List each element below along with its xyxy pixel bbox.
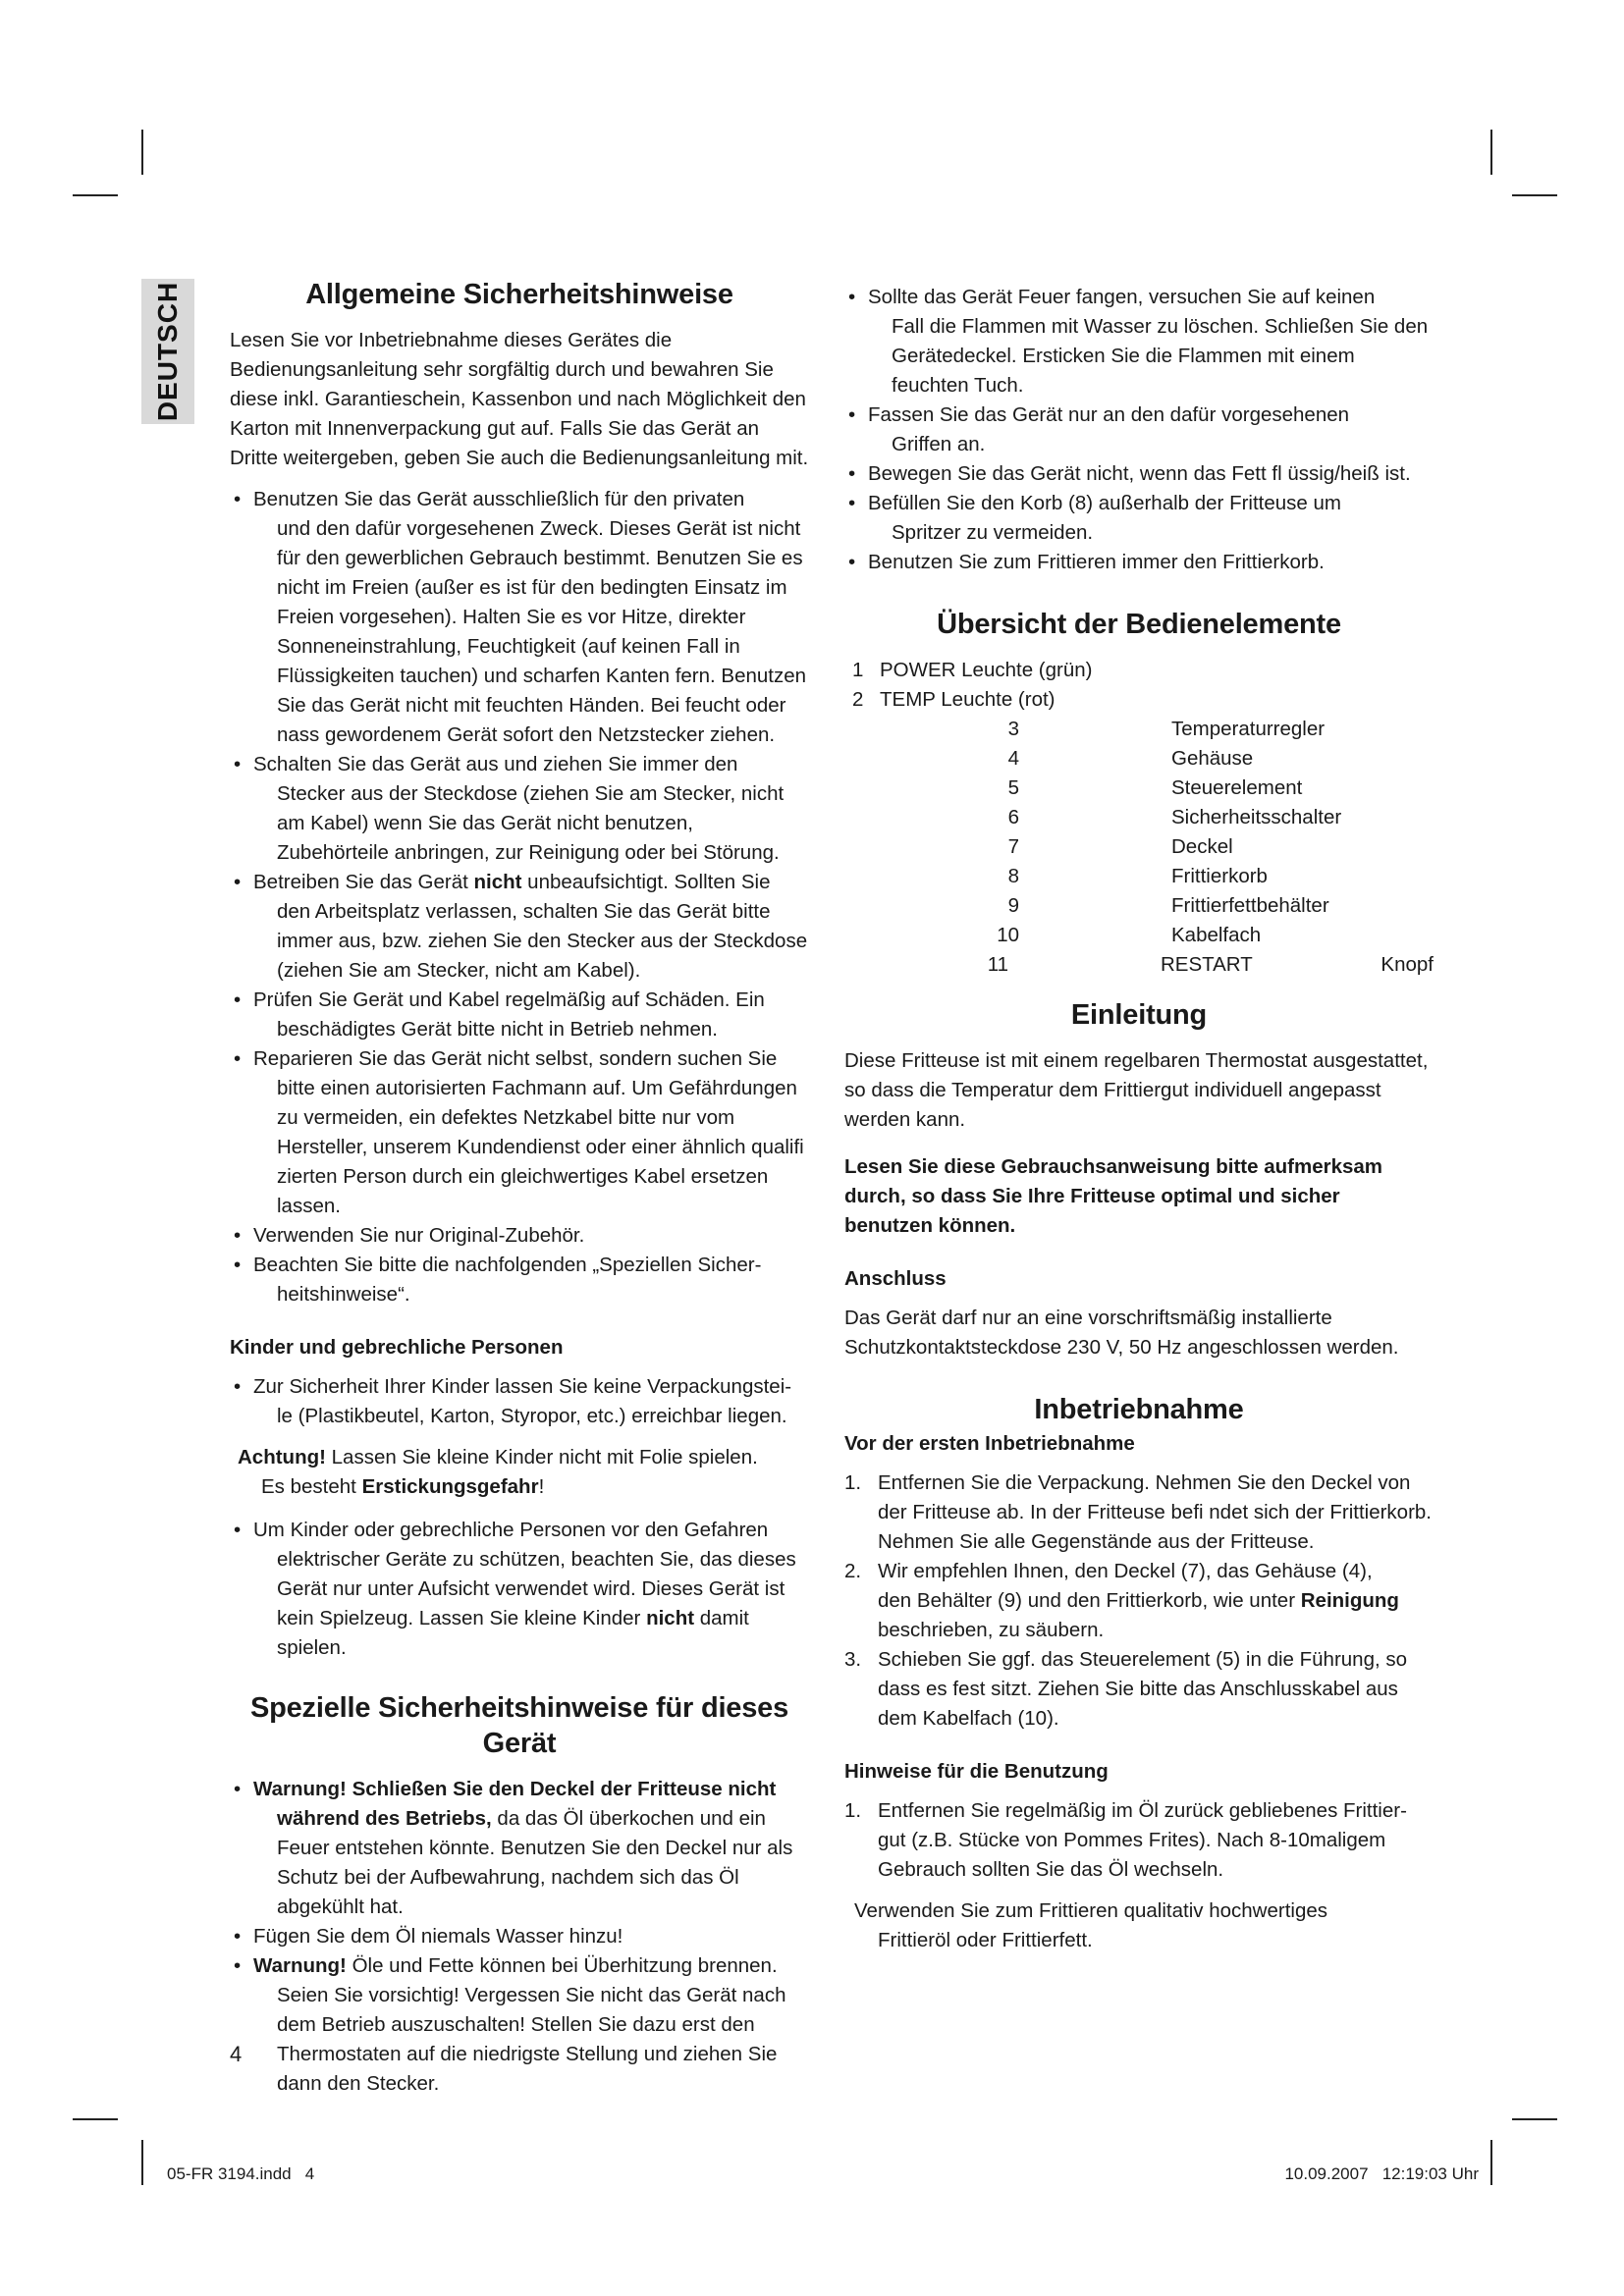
list-item: 11 RESTART Knopf [987, 953, 1434, 976]
general-safety-intro: Lesen Sie vor Inbetriebnahme dieses Gerätes die Bedienungsanleitung sehr sorgfältig durch und bewahren Sie diese inkl. Garantieschein, Kassenbon und nach Möglichkeit den Karton mit Innenverpackung gut auf. Falls Sie das Gerät an Dritte weitergeben, geben Sie auch die Bedienungsanleitung mit. [230, 329, 809, 469]
left-column [230, 277, 809, 2109]
list-item: • Beachten Sie bitte die nachfolgenden „Speziellen Sicher- heitshinweise“. [230, 1251, 809, 1309]
list-item: • Warnung! Schließen Sie den Deckel der Fritteuse nicht während des Betriebs, da das Öl überkochen und ein Feuer entstehen könnte. Benutzen Sie den Deckel nur als Schutz bei der Aufbewahrung, nachdem sich das Öl abgekühlt hat. [230, 1775, 809, 1922]
list-item: 1. Entfernen Sie die Verpackung. Nehmen Sie den Deckel von der Fritteuse ab. In der Fritteuse befi ndet sich der Frittierkorb. Nehmen Sie alle Gegenstände aus der Fritteuse. [844, 1471, 1432, 1553]
first-use-steps [844, 1468, 1434, 1734]
list-item: 1. Entfernen Sie regelmäßig im Öl zurück gebliebenes Frittier- gut (z.B. Stücke von Pommes Frites). Nach 8-10maligem Gebrauch sollten Sie das Öl wechseln. [844, 1799, 1407, 1881]
list-item: 7 Deckel [1007, 835, 1233, 858]
introduction-text: Diese Fritteuse ist mit einem regelbaren Thermostat ausgestattet, so dass die Temperatur dem Frittiergut individuell angepasst werden kann. [844, 1049, 1429, 1131]
startup-title: Inbetriebnahme [1034, 1394, 1244, 1425]
list-item: • Um Kinder oder gebrechliche Personen vor den Gefahren elektrischer Geräte zu schützen, beachten Sie, das dieses Gerät nur unter Aufsicht verwendet wird. Dieses Gerät ist kein Spielzeug. Lassen Sie kleine Kinder nicht damit spielen. [230, 1516, 809, 1663]
list-item: 3. Schieben Sie ggf. das Steuerelement (5) in die Führung, so dass es fest sitzt. Ziehen Sie bitte das Anschlusskabel aus dem Kabelfach (10). [844, 1648, 1408, 1730]
overview-list [852, 656, 1434, 980]
footer-timestamp: 10.09.2007 12:19:03 Uhr [1284, 2164, 1479, 2183]
list-item: • Warnung! Öle und Fette können bei Überhitzung brennen. Seien Sie vorsichtig! Vergessen Sie nicht das Gerät nach dem Betrieb auszuschalten! Stellen Sie dazu erst den Thermostaten auf die niedrigste Stellung und ziehen Sie dann den Stecker. [230, 1951, 809, 2099]
list-item: • Schalten Sie das Gerät aus und ziehen Sie immer den Stecker aus der Steckdose (ziehen Sie am Stecker, nicht am Kabel) wenn Sie das Gerät nicht benutzen, Zubehörteile anbringen, zur Reinigung oder bei Störung. [230, 750, 809, 868]
introduction-notice: Lesen Sie diese Gebrauchsanweisung bitte aufmerksam durch, so dass Sie Ihre Fritteuse optimal und sicher benutzen können. [844, 1155, 1383, 1237]
list-item: 4 Gehäuse [1007, 747, 1254, 770]
crop-mark [141, 2140, 143, 2185]
crop-mark [73, 2118, 118, 2120]
usage-steps [844, 1796, 1434, 1885]
general-safety-title: Allgemeine Sicherheitshinweise [305, 279, 733, 310]
overview-title: Übersicht der Bedienelemente [937, 609, 1341, 640]
list-item: • Sollte das Gerät Feuer fangen, versuchen Sie auf keinen Fall die Flammen mit Wasser zu löschen. Schließen Sie den Gerätedeckel. Ersticken Sie die Flammen mit einem feuchten Tuch. [844, 283, 1434, 400]
list-item: 1 POWER Leuchte (grün) [852, 659, 1093, 681]
children-title: Kinder und gebrechliche Personen [230, 1336, 564, 1359]
language-tab [141, 279, 194, 424]
list-item: • Fassen Sie das Gerät nur an den dafür vorgesehenen Griffen an. [844, 400, 1434, 459]
crop-mark [141, 130, 143, 175]
list-item: • Zur Sicherheit Ihrer Kinder lassen Sie keine Verpackungstei- le (Plastikbeutel, Karton, Styropor, etc.) erreichbar liegen. [230, 1372, 809, 1431]
list-item: • Prüfen Sie Gerät und Kabel regelmäßig auf Schäden. Ein beschädigtes Gerät bitte nicht in Betrieb nehmen. [230, 986, 809, 1044]
footer-filename: 05-FR 3194.indd 4 [167, 2164, 315, 2183]
usage-title: Hinweise für die Benutzung [844, 1760, 1109, 1783]
usage-note: Verwenden Sie zum Frittieren qualitativ hochwertiges Frittieröl oder Frittierfett. [854, 1899, 1327, 1951]
list-item: 9 Frittierfettbehälter [1007, 894, 1329, 917]
general-safety-list [230, 485, 809, 1309]
list-item: • Fügen Sie dem Öl niemals Wasser hinzu! [230, 1922, 809, 1951]
list-item: • Benutzen Sie das Gerät ausschließlich für den privaten und den dafür vorgesehenen Zweck. Dieses Gerät ist nicht für den gewerblichen Gebrauch bestimmt. Benutzen Sie es nicht im Freien (außer es ist für den bedingten Einsatz im Freien vorgesehen). Halten Sie es vor Hitze, direkter Sonneneinstrahlung, Feuchtigkeit (auf keinen Fall in Flüssigkeiten tauchen) und scharfen Kanten fern. Benutzen Sie das Gerät nicht mit feuchten Händen. Bei feucht oder nass gewordenem Gerät sofort den Netzstecker ziehen. [230, 485, 809, 750]
overview-grid [852, 715, 1434, 980]
list-item: 6 Sicherheitsschalter [1007, 806, 1342, 828]
list-item: 3 Temperaturregler [1007, 718, 1326, 740]
connection-title: Anschluss [844, 1267, 947, 1290]
list-item: • Befüllen Sie den Korb (8) außerhalb der Fritteuse um Spritzer zu vermeiden. [844, 489, 1434, 548]
crop-mark [1490, 130, 1492, 175]
children-list [230, 1372, 809, 1431]
list-item: • Reparieren Sie das Gerät nicht selbst, sondern suchen Sie bitte einen autorisierten Fachmann auf. Um Gefährdungen zu vermeiden, ein defektes Netzkabel bitte nur vom Hersteller, unserem Kundendienst oder einer ähnlich qualifi zierten Person durch ein gleichwertiges Kabel ersetzen lassen. [230, 1044, 809, 1221]
page-number: 4 [230, 2042, 243, 2066]
list-item: • Verwenden Sie nur Original-Zubehör. [230, 1221, 809, 1251]
fire-safety-list [844, 283, 1434, 577]
introduction-title: Einleitung [1070, 999, 1208, 1031]
connection-text: Das Gerät darf nur an eine vorschriftsmäßig installierte Schutzkontaktsteckdose 230 V, 50 Hz angeschlossen werden. [844, 1307, 1399, 1359]
crop-mark [1512, 194, 1557, 196]
right-column [844, 277, 1434, 1969]
list-item: • Benutzen Sie zum Frittieren immer den Frittierkorb. [844, 548, 1434, 577]
children-warning: Achtung! Lassen Sie kleine Kinder nicht mit Folie spielen. Es besteht Erstickungsgefahr! [238, 1446, 758, 1498]
list-item: 10 Kabelfach [997, 924, 1262, 946]
language-tab-label: DEUTSCH [152, 281, 183, 422]
crop-mark [73, 194, 118, 196]
list-item: 2 TEMP Leuchte (rot) [852, 688, 1056, 711]
list-item: 5 Steuerelement [1007, 776, 1303, 799]
children-list-2 [230, 1516, 809, 1663]
list-item: • Betreiben Sie das Gerät nicht unbeaufsichtigt. Sollten Sie den Arbeitsplatz verlassen, schalten Sie das Gerät bitte immer aus, bzw. ziehen Sie den Stecker aus der Steckdose (ziehen Sie am Stecker, nicht am Kabel). [230, 868, 809, 986]
special-safety-title: Spezielle Sicherheitshinweise für dieses Gerät [249, 1692, 789, 1759]
list-item: • Bewegen Sie das Gerät nicht, wenn das Fett fl üssig/heiß ist. [844, 459, 1434, 489]
first-use-title: Vor der ersten Inbetriebnahme [844, 1432, 1135, 1455]
list-item: 2. Wir empfehlen Ihnen, den Deckel (7), das Gehäuse (4), den Behälter (9) und den Frittierkorb, wie unter Reinigung beschrieben, zu säubern. [844, 1560, 1399, 1641]
crop-mark [1490, 2140, 1492, 2185]
crop-mark [1512, 2118, 1557, 2120]
list-item: 8 Frittierkorb [1007, 865, 1268, 887]
special-safety-list [230, 1775, 809, 2099]
